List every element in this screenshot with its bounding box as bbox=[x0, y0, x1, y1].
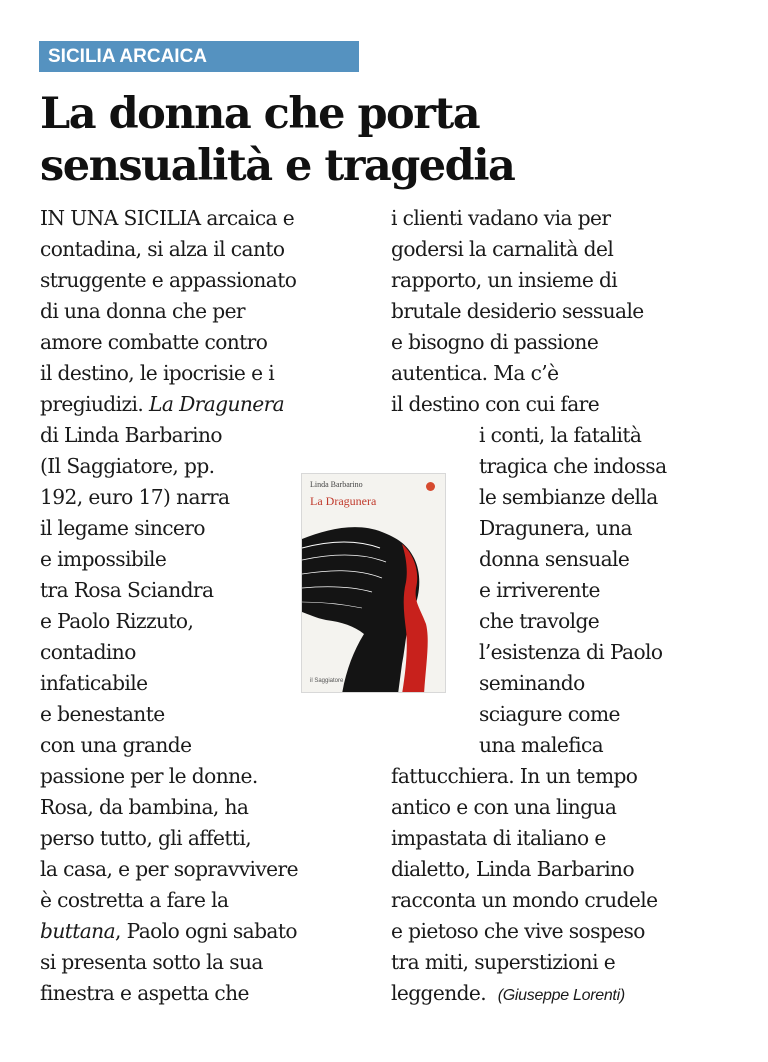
article-line: di Linda Barbarino bbox=[40, 423, 222, 447]
article-line: amore combatte contro bbox=[40, 330, 268, 354]
article-line: i conti, la fatalità bbox=[479, 423, 642, 447]
article-line: le sembianze della bbox=[479, 485, 658, 509]
article-line: perso tutto, gli affetti, bbox=[40, 826, 252, 850]
article-line: Dragunera, una bbox=[479, 516, 632, 540]
article-line bbox=[391, 978, 625, 1011]
article-line: che travolge bbox=[479, 609, 600, 633]
article-line: la casa, e per sopravvivere bbox=[40, 857, 298, 881]
article-line: fattucchiera. In un tempo bbox=[391, 764, 638, 788]
article-line: si presenta sotto la sua bbox=[40, 950, 263, 974]
article-line: autentica. Ma c’è bbox=[391, 361, 559, 385]
headline bbox=[40, 88, 740, 192]
article-line: il destino, le ipocrisie e i bbox=[40, 361, 275, 385]
article-line bbox=[40, 916, 297, 947]
article-line: impastata di italiano e bbox=[391, 826, 606, 850]
book-title-italic: La Dragunera bbox=[149, 392, 285, 416]
article-line: è costretta a fare la bbox=[40, 888, 229, 912]
section-tag: SICILIA ARCAICA bbox=[39, 41, 359, 72]
pregiudizi-text: pregiudizi. bbox=[40, 392, 150, 416]
article-line: il legame sincero bbox=[40, 516, 205, 540]
article-line: seminando bbox=[479, 671, 585, 695]
article-line: donna sensuale bbox=[479, 547, 630, 571]
article-line: Rosa, da bambina, ha bbox=[40, 795, 249, 819]
cover-author: Linda Barbarino bbox=[310, 480, 363, 489]
article-line: di una donna che per bbox=[40, 299, 245, 323]
article-line: e Paolo Rizzuto, bbox=[40, 609, 194, 633]
article-line: (Il Saggiatore, pp. bbox=[40, 454, 215, 478]
article-line: tragica che indossa bbox=[479, 454, 667, 478]
article-line: passione per le donne. bbox=[40, 764, 258, 788]
article-line: godersi la carnalità del bbox=[391, 237, 614, 261]
article-line: infaticabile bbox=[40, 671, 148, 695]
article-line: brutale desiderio sessuale bbox=[391, 299, 644, 323]
article-line: sciagure come bbox=[479, 702, 620, 726]
article-line: contadina, si alza il canto bbox=[40, 237, 285, 261]
article-line: contadino bbox=[40, 640, 136, 664]
article-line: tra miti, superstizioni e bbox=[391, 950, 616, 974]
buttana-italic: buttana bbox=[40, 919, 116, 943]
article-line: tra Rosa Sciandra bbox=[40, 578, 214, 602]
article-line: l’esistenza di Paolo bbox=[479, 640, 663, 664]
headline-line-1: La donna che porta bbox=[40, 89, 480, 139]
cover-title: La Dragunera bbox=[310, 494, 377, 508]
article-line: con una grande bbox=[40, 733, 192, 757]
byline: (Giuseppe Lorenti) bbox=[497, 987, 625, 1004]
lead-caps: IN UNA SICILIA bbox=[40, 206, 201, 230]
article-line: e impossibile bbox=[40, 547, 167, 571]
article-line bbox=[40, 203, 294, 234]
book-cover-image bbox=[301, 473, 446, 693]
article-line: il destino con cui fare bbox=[391, 392, 600, 416]
buttana-rest: , Paolo ogni sabato bbox=[115, 919, 297, 943]
article-line: struggente e appassionato bbox=[40, 268, 297, 292]
article-line: finestra e aspetta che bbox=[40, 981, 249, 1005]
article-line bbox=[40, 389, 284, 420]
lead-rest: arcaica e bbox=[200, 206, 295, 230]
article-line: una malefica bbox=[479, 733, 604, 757]
last-line: leggende. bbox=[391, 981, 487, 1005]
article-line: antico e con una lingua bbox=[391, 795, 617, 819]
article-line: 192, euro 17) narra bbox=[40, 485, 230, 509]
article-line: rapporto, un insieme di bbox=[391, 268, 618, 292]
article-line: racconta un mondo crudele bbox=[391, 888, 658, 912]
publisher-seal-icon bbox=[426, 482, 435, 491]
article-line: dialetto, Linda Barbarino bbox=[391, 857, 635, 881]
article-line: e irriverente bbox=[479, 578, 600, 602]
headline-line-2: sensualità e tragedia bbox=[40, 141, 515, 191]
article-line: e benestante bbox=[40, 702, 165, 726]
article-line: e bisogno di passione bbox=[391, 330, 599, 354]
cover-publisher: il Saggiatore bbox=[310, 678, 344, 684]
article-line: i clienti vadano via per bbox=[391, 206, 611, 230]
article-line: e pietoso che vive sospeso bbox=[391, 919, 645, 943]
